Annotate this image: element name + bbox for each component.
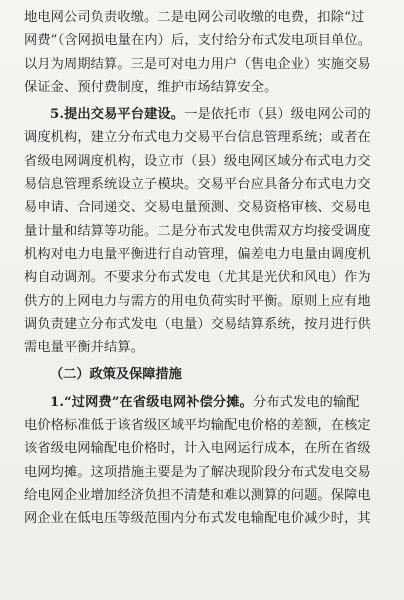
- text-line: 该省级电网输配电价格时，计入电网运行成本，在所在省级: [24, 441, 371, 457]
- text-line: 给电网企业增加经济负担不清楚和难以测算的问题。保障电: [24, 487, 371, 503]
- text-line: 易申请、合同递交、交易电量预测、交易资格审核、交易电: [24, 200, 371, 216]
- text-line: [24, 103, 388, 126]
- paragraph-settlement: [24, 6, 388, 99]
- text-line: 易信息管理系统设立子模块。交易平台应具备分布式电力交: [24, 177, 371, 193]
- text-line: 电价格标准低于该省级区域平均输配电价格的差额，在核定: [24, 418, 371, 434]
- text-line: 电网均摊。这项措施主要是为了解决现阶段分布式发电交易: [24, 464, 371, 480]
- text-line: 网费”（含网损电量在内）后，支付给分布式发电项目单位。: [24, 33, 372, 49]
- section-heading: （二）政策及保障措施: [50, 367, 182, 383]
- text-line: 需电量平衡并结算。: [24, 340, 145, 356]
- text-run: 一是依托市（县）级电网公司的: [184, 107, 371, 123]
- text-line: 保证金、预付费制度，维护市场结算安全。: [24, 79, 278, 95]
- text-line: 调度机构，建立分布式电力交易平台信息管理系统；或者在: [24, 130, 371, 146]
- text-line: 量计量和结算等功能。二是分布式发电供需双方均接受调度: [24, 223, 371, 239]
- paragraph-trading-platform: [24, 103, 388, 359]
- item-title: 5.提出交易平台建设。: [50, 107, 185, 123]
- text-line: 网企业在低电压等级范围内分布式发电输配电价减少时，其: [24, 511, 371, 527]
- item-title: 1.“过网费”在省级电网补偿分摊。: [50, 394, 253, 410]
- text-line: 调负责建立分布式发电（电量）交易结算系统，按月进行供: [24, 316, 371, 332]
- text-line: 以月为周期结算。三是可对电力用户（售电企业）实施交易: [24, 56, 371, 72]
- text-line: 构自动调剂。不要求分布式发电（尤其是光伏和风电）作为: [24, 270, 371, 286]
- text-line: [24, 391, 388, 414]
- text-line: 省级电网调度机构，设立市（县）级电网区域分布式电力交: [24, 153, 371, 169]
- text-run: 分布式发电的输配: [252, 394, 360, 410]
- paragraph-transmission-fee: [24, 391, 388, 531]
- text-line: 供方的上网电力与需方的用电负荷实时平衡。原则上应有地: [24, 293, 371, 309]
- text-line: 机构对电力电量平衡进行自动管理，偏差电力电量由调度机: [24, 246, 371, 262]
- text-line: 地电网公司负责收缴。二是电网公司收缴的电费，扣除“过: [24, 10, 365, 25]
